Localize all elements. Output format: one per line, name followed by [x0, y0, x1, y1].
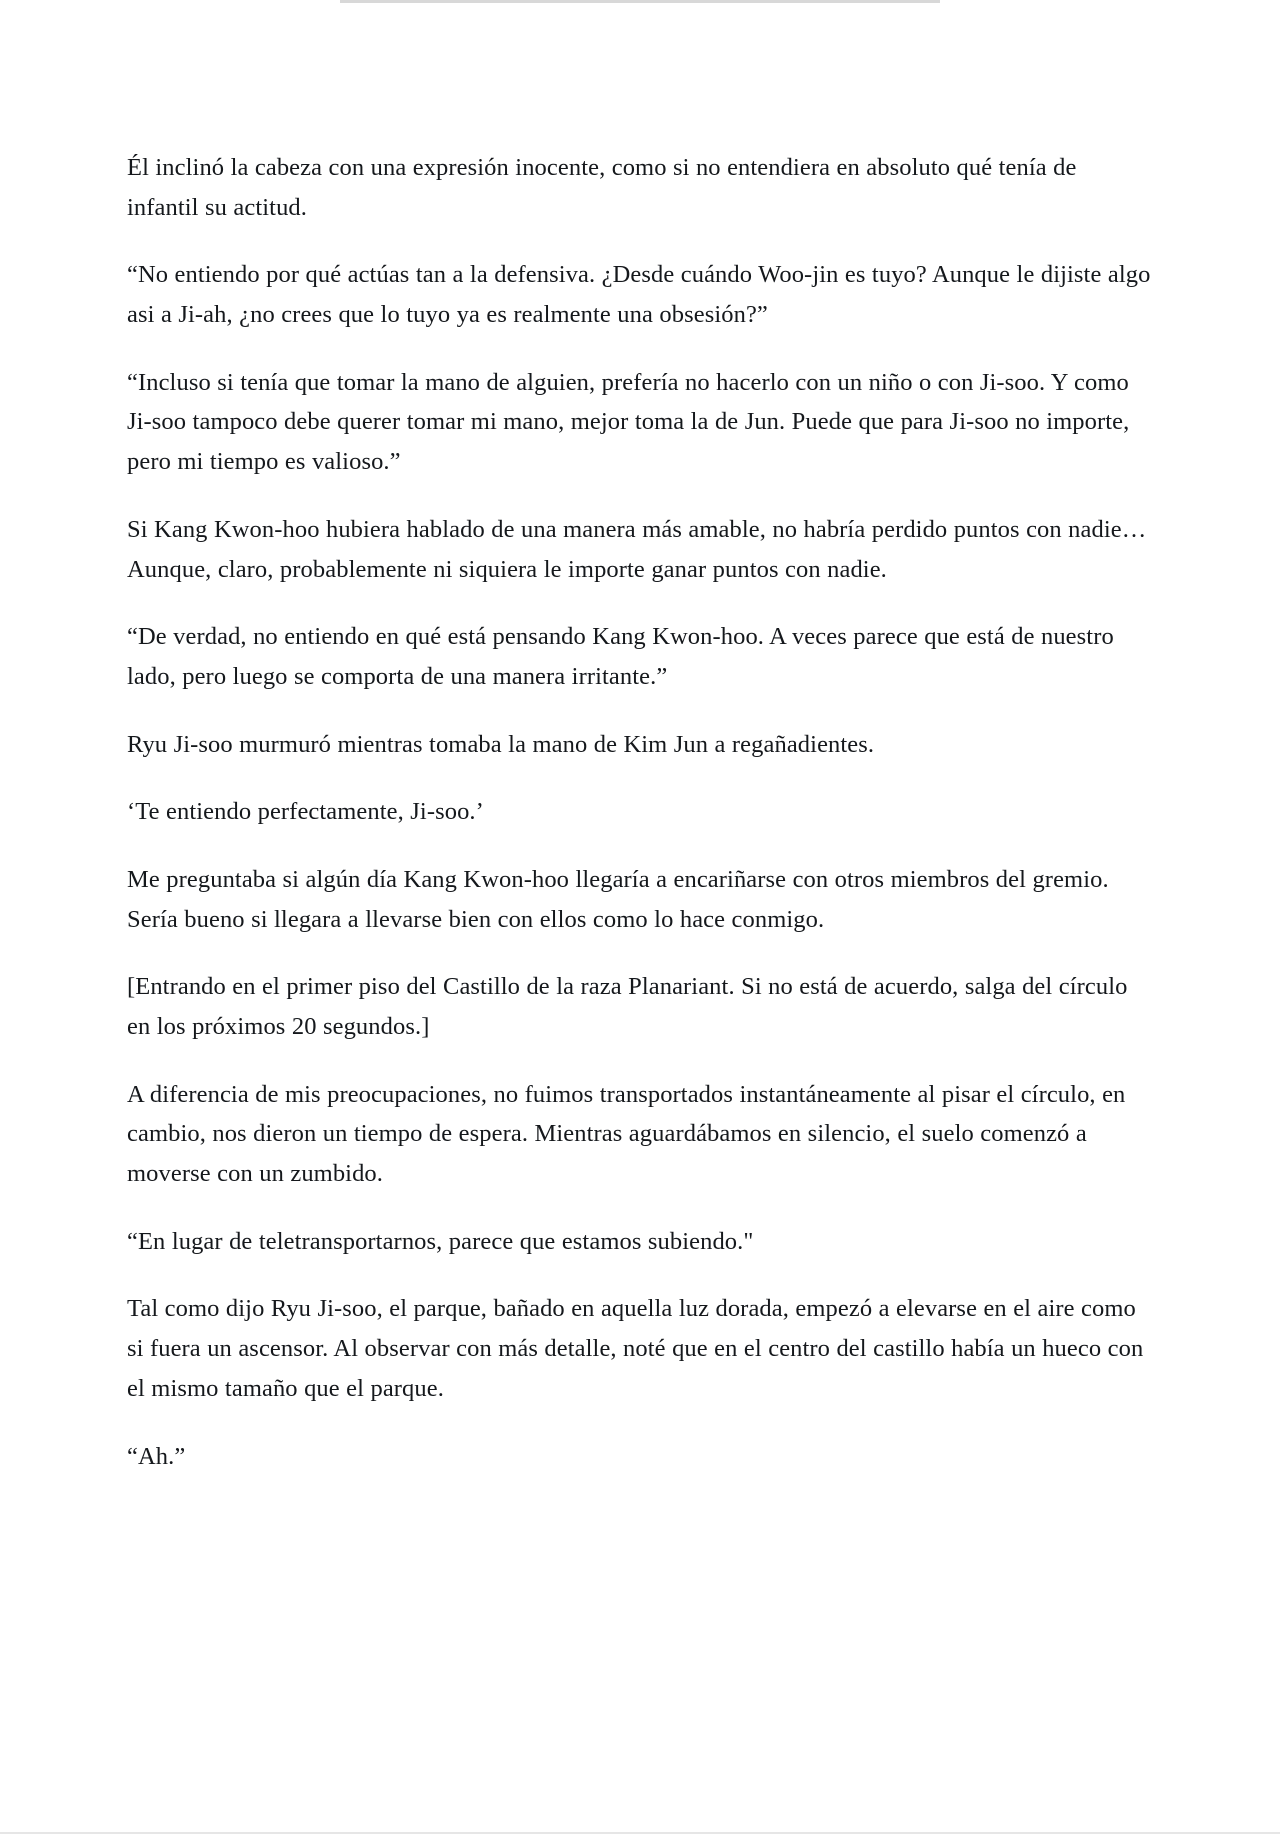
paragraph: “No entiendo por qué actúas tan a la defensiva. ¿Desde cuándo Woo-jin es tuyo? Aunque le dijiste algo asi a Ji-ah, ¿no crees que lo tuyo ya es realmente una obsesión?” — [127, 261, 1151, 329]
paragraph: Él inclinó la cabeza con una expresión inocente, como si no entendiera en absoluto qué tenía de infantil su actitud. — [127, 154, 1077, 221]
paragraph: A diferencia de mis preocupaciones, no fuimos transportados instantáneamente al pisar el círculo, en cambio, nos dieron un tiempo de espera. Mientras aguardábamos en silencio, el suelo comenzó a moverse con un zumbido. — [127, 1080, 1126, 1188]
paragraph: “Ah.” — [127, 1442, 186, 1470]
paragraph: “De verdad, no entiendo en qué está pensando Kang Kwon-hoo. A veces parece que está de nuestro lado, pero luego se comporta de una manera irritante.” — [127, 623, 1114, 690]
paragraph: ‘Te entiendo perfectamente, Ji-soo.’ — [127, 798, 484, 826]
paragraph: Ryu Ji-soo murmuró mientras tomaba la mano de Kim Jun a regañadientes. — [127, 730, 875, 758]
paragraph: Tal como dijo Ryu Ji-soo, el parque, bañado en aquella luz dorada, empezó a elevarse en el aire como si fuera un ascensor. Al observar con más detalle, noté que en el centro del castillo había un hueco con el mismo tamaño que el parque. — [127, 1295, 1144, 1402]
paragraph: “En lugar de teletransportarnos, parece que estamos subiendo." — [127, 1227, 754, 1255]
bottom-divider — [0, 1832, 1280, 1834]
paragraph: [Entrando en el primer piso del Castillo de la raza Planariant. Si no está de acuerdo, salga del círculo en los próximos 20 segundos.] — [127, 973, 1128, 1040]
top-divider — [340, 0, 940, 3]
paragraph: “Incluso si tenía que tomar la mano de alguien, prefería no hacerlo con un niño o con Ji-soo. Y como Ji-soo tampoco debe querer tomar mi mano, mejor toma la de Jun. Puede que para Ji-soo no importe, pero mi tiempo es valioso.” — [127, 368, 1130, 476]
paragraph: Me preguntaba si algún día Kang Kwon-hoo llegaría a encariñarse con otros miembros del gremio. Sería bueno si llegara a llevarse bien con ellos como lo hace conmigo. — [127, 865, 1109, 933]
paragraph: Si Kang Kwon-hoo hubiera hablado de una manera más amable, no habría perdido puntos con nadie… Aunque, claro, probablemente ni siquiera le importe ganar puntos con nadie. — [127, 515, 1147, 583]
